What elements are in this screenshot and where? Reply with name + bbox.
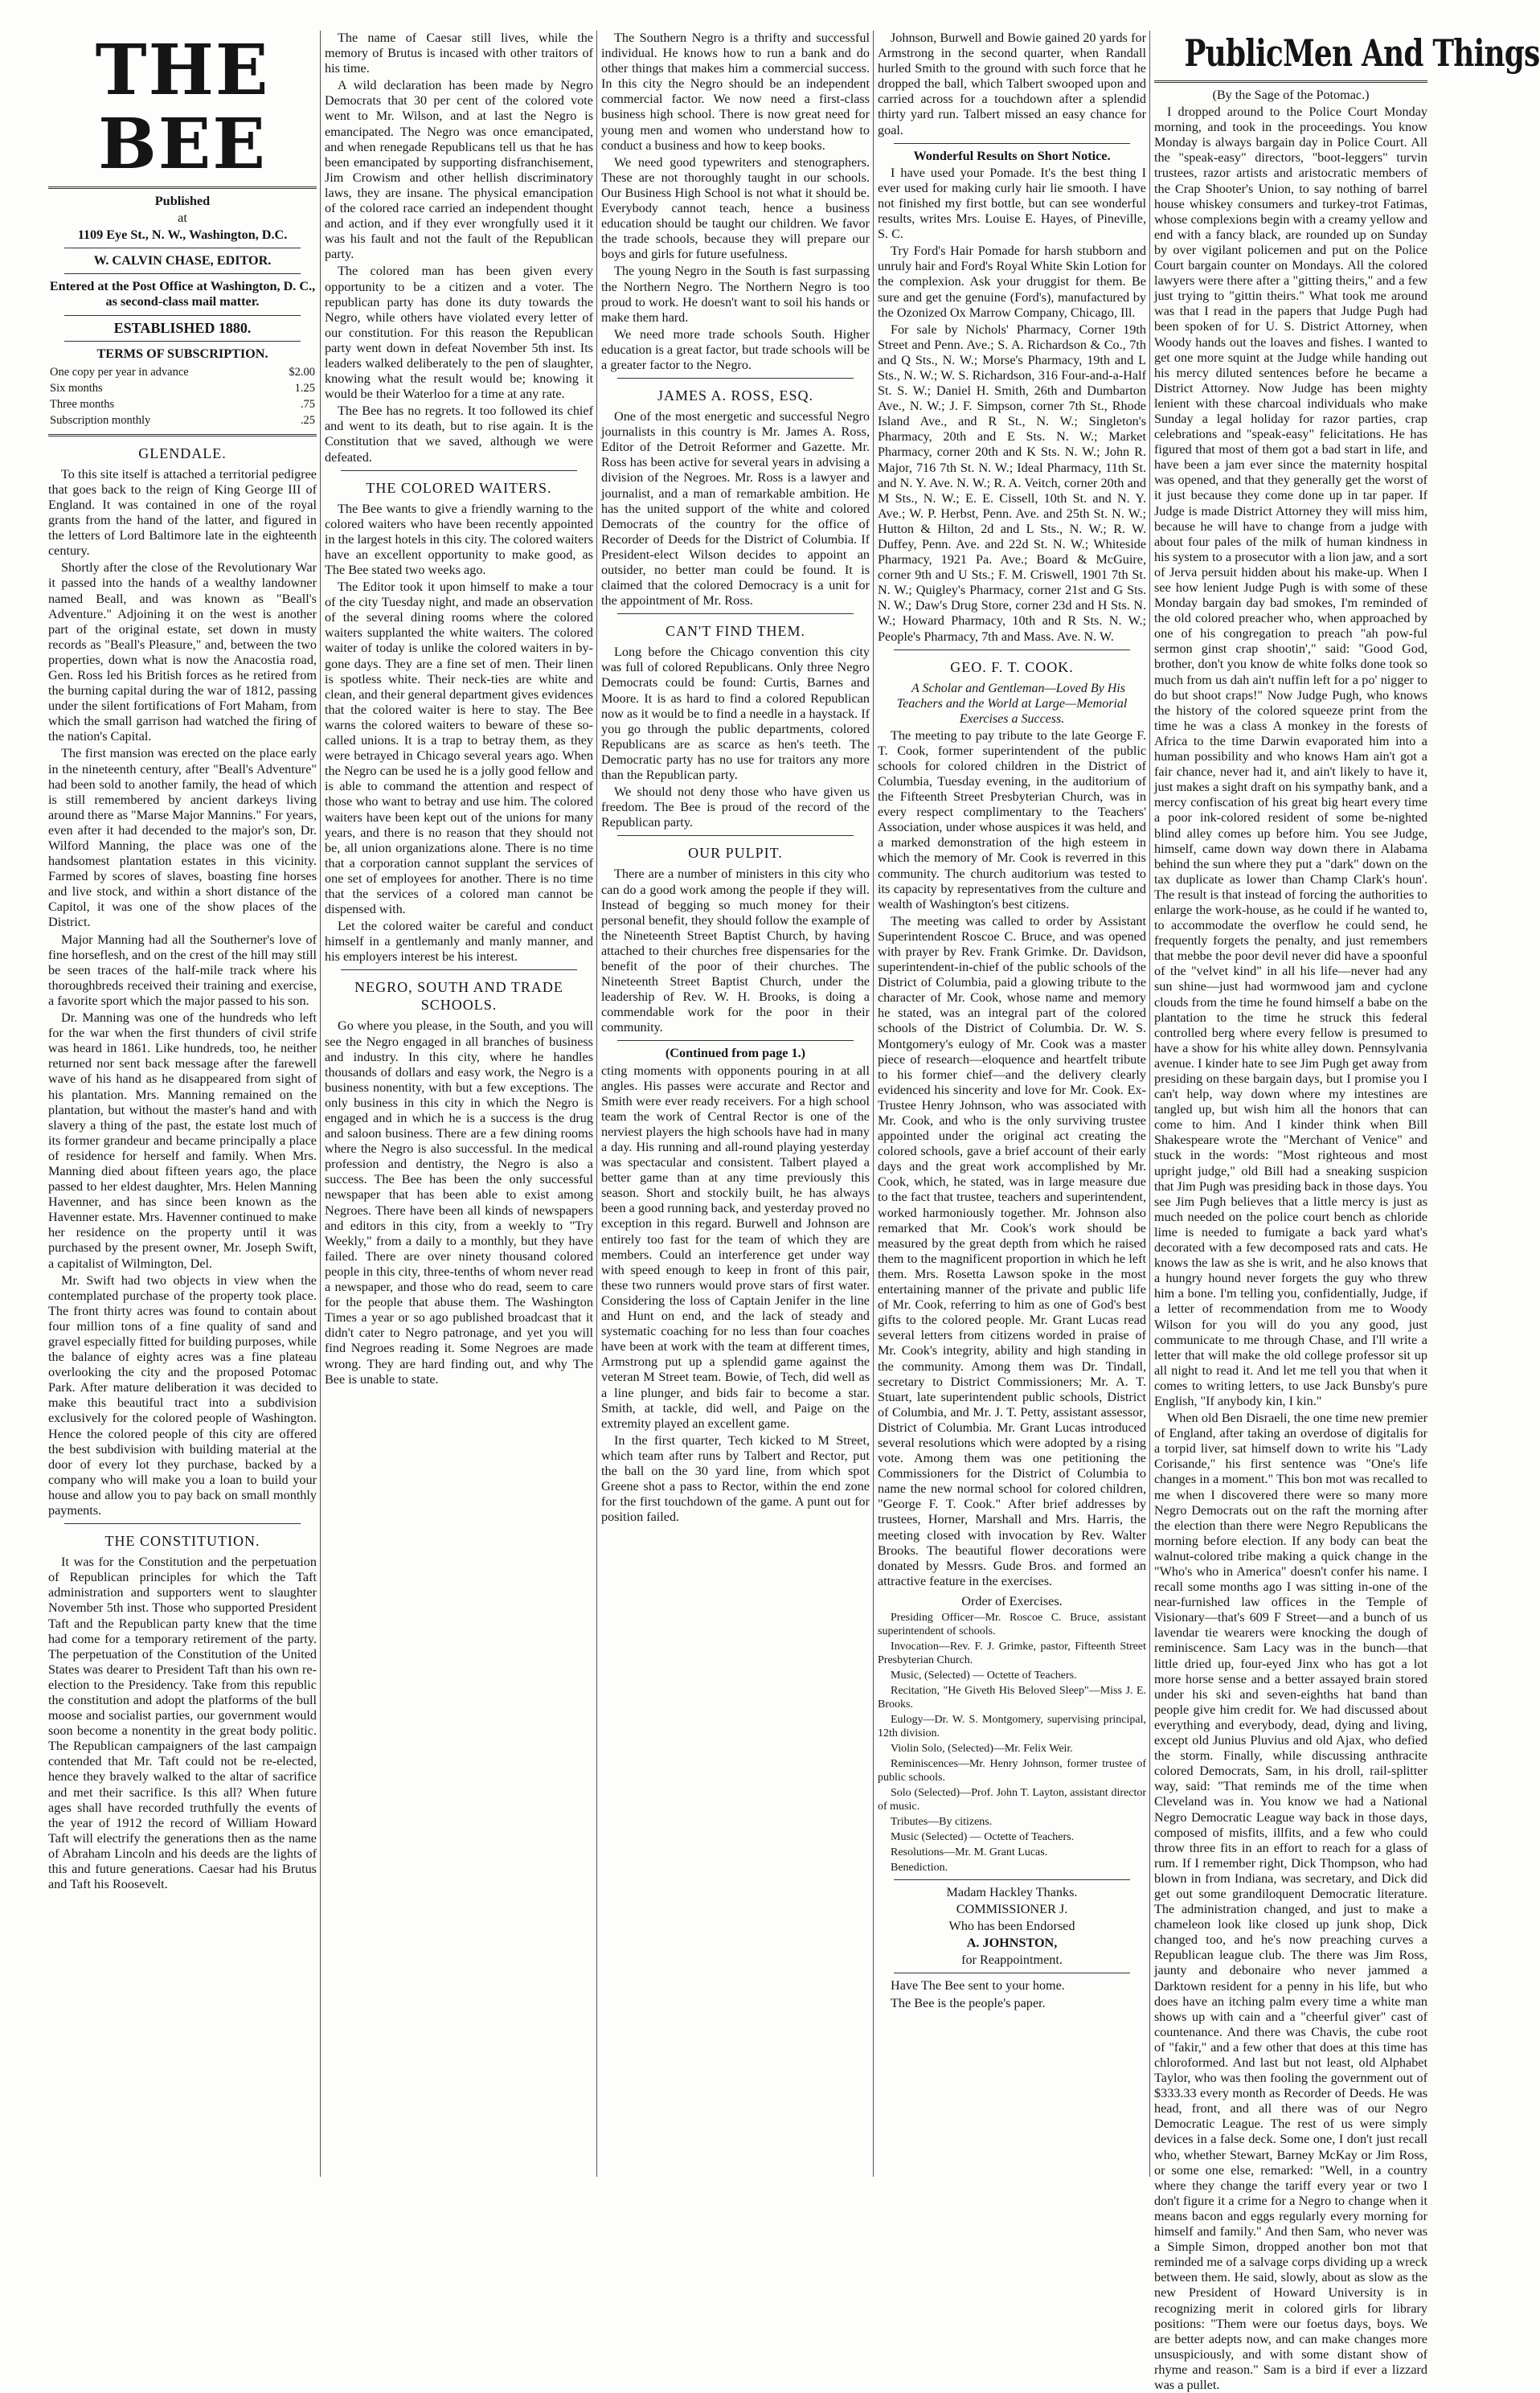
- negro-south-paragraph: We need more trade schools South. Higher education is a great factor, but trade schools will be a greater factor to the Negro.: [601, 326, 870, 372]
- column-5: [1154, 31, 1540, 2392]
- cook-headline: GEO. F. T. COOK.: [950, 658, 1074, 675]
- negro-south-paragraph: The young Negro in the South is fast surpassing the Northern Negro. The Northern Negro is too proud to work. He doesn't want to soil his hands or make them hard.: [601, 264, 870, 325]
- negro-south-paragraph: Go where you please, in the South, and you will see the Negro engaged in all branches of business and industry. In this city, where he handles thousands of dollars and easy work, the Negro is a business nonentity, with but a few exceptions. The only business in this city in which the Negro is engaged and in which he is a success is the drug and saloon business. There are a few dining rooms where the Negro is also successful. In the medical profession and dentistry, the Negro is also a success. The Bee has been the only successful newspaper that has been able to exist among Negroes. There have been all kinds of newspapers and editors in this city, from a weekly to "Try Weekly," from a daily to a monthly, but they have failed. There are over ninety thousand colored people in this city, three-tenths of whom never read a newspaper, and those who do read, seem to care for the people that abuse them. The Washington Times a year or so ago published broadcast that it didn't cater to Negro patronage, and yet you will find Negroes reading it. Some Negroes are made wrong. They are hard finding out, and why The Bee is unable to state.: [325, 1018, 593, 1387]
- terms-title: TERMS OF SUBSCRIPTION.: [96, 346, 268, 361]
- rule: [64, 315, 301, 316]
- order-item: Recitation, "He Giveth His Beloved Sleep"—Miss J. E. Brooks.: [878, 1685, 1146, 1711]
- order-headline: Order of Exercises.: [961, 1593, 1063, 1608]
- ross-headline: JAMES A. ROSS, ESQ.: [657, 387, 814, 404]
- terms-row: [50, 381, 315, 395]
- column-4: [878, 31, 1146, 2177]
- rule: [894, 143, 1130, 144]
- editor: W. CALVIN CHASE, EDITOR.: [93, 253, 272, 268]
- order-item: Invocation—Rev. F. J. Grimke, pastor, Fifteenth Street Presbyterian Church.: [878, 1641, 1146, 1666]
- order-item: Resolutions—Mr. M. Grant Lucas.: [891, 1846, 1048, 1858]
- terms-label: Six months: [50, 381, 103, 395]
- rule: [617, 1040, 854, 1041]
- column-rule: [596, 31, 597, 2177]
- col3-note: Have The Bee sent to your home.: [891, 1978, 1065, 1993]
- negro-south-paragraph: The Southern Negro is a thrifty and successful individual. He knows how to run a bank and do other things that makes him a commercial success. In this city the Negro should be an independent commercial factor. We now need a first-class business high school. There is now great need for young men and women who understand how to conduct a business and how to keep books.: [601, 31, 870, 153]
- terms-price: $2.00: [289, 365, 315, 379]
- glendale-paragraph: The first mansion was erected on the place early in the nineteenth century, after "Beall's Adventure" had been sold to another family, the head of which is still remembered by ancient darkeys living around there as "Marse Major Mannins." For years, even after it had decended to the major's son, Dr. Wilford Manning, the place was one of the handsomest plantation estates in this vicinity. Farmed by scores of slaves, boasting fine horses and live stock, and within a short distance of the Capitol, it was one of the show places of the District.: [48, 746, 317, 930]
- rule: [64, 273, 301, 274]
- continued-paragraph: Johnson, Burwell and Bowie gained 20 yards for Armstrong in the second quarter, when Randall hurled Smith to the ground with such force that he dropped the ball, which Talbert swooped upon and carried across for a touchdown after a splendid thirty yard run. Talbert missed an easy chance for goal.: [878, 31, 1146, 137]
- pomade-headline: Wonderful Results on Short Notice.: [913, 148, 1111, 163]
- terms-price: .75: [300, 397, 315, 411]
- public-men-paragraph: I dropped around to the Police Court Monday morning, and took in the proceedings. You know Monday is always bargain day in Police Court. All the "speak-easy" directors, "boot-leggers" turvin trustees, razor artists and aristocratic members of the Crap Shooter's Union, to say nothing of barrel house whiskey consumers and turkey-trot Fatimas, whose complexions begin with a creamy yellow and end with a fancy black, are rounded up on Sunday by over vigilant policemen and put on the Police Court bargain counter on Mondays. All the colored lawyers were there after a "gitting theirs," and a few just trying to "gittin theirs." What took me around was that I read in the papers that Judge Pugh had been spoken of for U. S. District Attorney, when Woody hands out the loaves and fishes. I wanted to get one more squint at the Judge while handing out his mercy diluted sentences before he became a District Attorney. Now Judge has been mighty lenient with these charcoal individuals who make Sunday a legal holiday for razor parties, crap celebrations and "speak-easy" felicitations. He has figured that most of them got a bad start in life, and have been a jam ever since the maternity hospital was opened, and that they generally get the worst of it just because they come done up in tar paper. If Judge is made District Attorney they will miss him, because he will have to change from a judge with about four pales of the milk of human kindness in his system to a prosecutor with a lion jaw, and a sort of Jerva persuit hidden about his make-up. When I see how lenient Judge Pugh is with some of these Monday bargain day bad smokes, I'm reminded of the old colored preacher who, when approached by one of his congregation to preach "ah pow-ful sermon ginst crap shootin'," said: "Good God, brother, don't you know de white folks done took so much from us dah ain't nuffin left for a po' nigger to do but shoot craps!" Now Judge Pugh, who knows the history of the colored squeeze print from the time he was a class A monkey in the forests of Africa to the time Darwin evaporated him into a human possibility and who knows Ham ain't got a fair chance, never had it, and ain't likely to have it, just makes a sight draft on his sympathy bank, and a mercy confiscation of his great big heart every time a poor ink-colored resident of some be-nighted blind alley comes up before him. You see Judge, himself, came down way down there in Alabama behind the sun where they put a "dark" down on the tax duplicate as lower than Champ Clark's houn'. The result is that instead of forcing the authorities to enlarge the work-house, as he could if he wanted to, to accommodate the overflow he could send, he frequently forgets the penalty, and just remembers that mebbe the poor devil never did have a spoonful of the "velvet kind" in all his life—never had any sun shine—just had wormwood jam and cyclone clouds from the time he found himself a babe on the plantation to the time he struck this federal controlled berg where every fellow is presumed to have a show for his white alley down. Pennsylvania avenue. I kinder hate to see Jim Pugh get away from presiding on these bargain days, but I promise you I can't help, way down where my intestines are tangled up, but wish him all the honors that can come to him. And I kinder think when Bill Shakespeare wrote the "Merchant of Venice" and stuck in the words: "Most righteous and most upright judge," old Bill had a sneaking suspicion that Jim Pugh was presiding back in those days. You see Jim Pugh believes that a little mercy is just as much needed on the police court bench as chloride lime is needed to fumigate a back yard what's decorated with a few decomposed rats and cats. He knows the law as she is writ, and he also knows that a hungry hound never forgets the guy who threw him a bone. I'm telling you, confidentially, Judge, if a letter of recommendation from me to Woody Wilson for you will do you any good, just communicate to me through Chase, and I'll write a letter that will make the old college professor sit up all night to read it. And let me tell you that when it comes to writing letters, to use Jack Bunsby's pure English, "If anybody kin, I kin.": [1154, 104, 1427, 1408]
- continued-headline: (Continued from page 1.): [665, 1046, 806, 1061]
- order-item: Violin Solo, (Selected)—Mr. Felix Weir.: [891, 1743, 1073, 1755]
- cook-subtitle: A Scholar and Gentleman—Loved By His Teachers and the World at Large—Memorial Exercises a Success.: [896, 681, 1128, 726]
- terms-label: Subscription monthly: [50, 413, 151, 427]
- order-item: Tributes—By citizens.: [891, 1816, 993, 1828]
- order-item: Reminiscences—Mr. Henry Johnson, former trustee of public schools.: [878, 1758, 1146, 1784]
- waiters-paragraph: The Editor took it upon himself to make a tour of the city Tuesday night, and made an observation of the several dining rooms where the colored waiters supplanted the white waiters. The colored waiter of today is unlike the colored waiters in by-gone days. They are a fine set of men. Their linen is spotless white. Their neck-ties are white and clean, and their general department gives evidences that the colored waiter is here to stay. The Bee warns the colored waiters to beware of these so-called unions. It is a trap to betray them, as they were betrayed in Chicago several years ago. When the Negro can be used he is a jolly good fellow and is able to command the attention and respect of those who want to betray and use him. The colored waiters have been kept out of the unions for many years, and there is no reason that they should not be, all union organizations alone. There is no time that a corporation cannot supplant the services of one set of employees for another. There is no time that the services of a colored man cannot be dispensed with.: [325, 580, 593, 917]
- rule: [617, 835, 854, 836]
- col3-note: The Bee is the people's paper.: [891, 1995, 1046, 2010]
- order-item: Music, (Selected) — Octette of Teachers.: [891, 1670, 1077, 1682]
- column-3: [601, 31, 870, 2177]
- cant-find-headline: CAN'T FIND THEM.: [665, 623, 806, 640]
- published-at: at: [178, 211, 187, 226]
- constitution-paragraph: It was for the Constitution and the perpetuation of Republican principles for which the Taft administration and supporters went to slaughter November 5th inst. Those who supported President Taft and the Republican party knew that the time had come for a temporary retirement of the party. The perpetuation of the Constitution of the United States was dearer to President Taft than his own re-election to the Presidency. Take from this republic the constitution and adopt the platforms of the bull moose and socialist parties, our government would soon become a nonentity in the great body politic. The Republican campaigners of the last campaign contended that Mr. Taft could not be re-elected, hence they bravely walked to the altar of sacrifice and met their sacrifice. Is this all? When future ages shall have recorded truthfully the events of the year of 1912 the record of William Howard Taft will electrify the generations then as the name of Abraham Lincoln and his deeds are the lights of this and future generations. Caesar had his Brutus and Taft his Roosevelt.: [48, 1555, 317, 1892]
- negro-south-paragraph: We need good typewriters and stenographers. These are not thoroughly taught in our schools. Our Business High School is not what it should be. Everybody cannot teach, hence a business education should be taught our children. We favor the trade schools, because they will prepare our boys and girls for future usefulness.: [601, 154, 870, 262]
- order-item: Eulogy—Dr. W. S. Montgomery, supervising principal, 12th division.: [878, 1714, 1146, 1739]
- public-men-byline: (By the Sage of the Potomac.): [1212, 88, 1370, 102]
- terms-label: Three months: [50, 397, 115, 411]
- constitution-paragraph: A wild declaration has been made by Negro Democrats that 30 per cent of the colored vote went to Mr. Wilson, and at last the Negro is emancipated. The Negro was once emancipated, and when renegade Republicans tell us that he has been emancipated by supporting disfranchisement, Jim Crowism and other hellish discriminatory laws, they are insane. The physical emancipation of the colored race carried an independent thought and action, and if they ever wrongfully used it it was his fault and not the fault of the Republican party.: [325, 78, 593, 262]
- rule: [341, 969, 577, 970]
- cook-paragraph: The meeting to pay tribute to the late George F. T. Cook, former superintendent of the public schools for colored children in the District of Columbia, Tuesday evening, in the auditorium of the Fifteenth Street Presbyterian Church, was in every respect complimentary to the Teachers' Association, under whose auspices it was held, and a marked demonstration of the high esteem in which the memory of Mr. Cook is reverred in this community. The church auditorium was tested to its capacity by representatives from the culture and wealth of Washington's best citizens.: [878, 727, 1146, 912]
- published-label: Published: [154, 194, 211, 208]
- pomade-paragraph: For sale by Nichols' Pharmacy, Corner 19th Street and Penn. Ave.; S. A. Richardson & Co., 7th and Q Sts., N. W.; Morse's Pharmacy, 19th and L Sts., N. W.; W. S. Richardson, 316 Four-and-a-Half St. S. W.; Daniel H. Smith, 26th and Dumbarton Ave., N. W.; J. F. Simpson, corner 7th St., Rhode Island Ave., and R St., N. W.; Singleton's Pharmacy, 20th and E Sts. N. W.; Market Pharmacy, corner 20th and K Sts. N. W.; John R. Major, 716 7th St. N. W.; Ideal Pharmacy, 11th St. and N. Y. Ave. N. W.; R. A. Veitch, corner 20th and M Sts., N. W.; E. E. Cissell, 10th St. and N. Y. Ave.; W. P. Herbst, Penn. Ave. and 25th St. N. W.; Hutton & Hilton, 2d and L Sts., N. W.; R. W. Duffey, Penn. Ave. and 22d St. N. W.; Whiteside Pharmacy, 1921 Pa. Ave.; Board & McGuire, corner 9th and U Sts.; F. M. Criswell, 1901 7th St. N. W.; Quigley's Pharmacy, corner 21st and G Sts. N. W.; Daw's Drug Store, corner 23d and H Sts. N. W.; Howard Pharmacy, 10th and R Sts. N. W.; People's Pharmacy, 7th and Mass. Ave. N. W.: [878, 322, 1146, 644]
- cook-paragraph: The meeting was called to order by Assistant Superintendent Roscoe C. Bruce, and was opened with prayer by Rev. Frank Grimke. Dr. Davidson, superintendent-in-chief of the public schools of the District of Columbia, paid a glowing tribute to the character of Mr. Cook, whose name and memory he stated, was an integral part of the colored schools of the District of Columbia. Dr. W. S. Montgomery's eulogy of Mr. Cook was a master piece of research—eloquence and heartfelt tribute to his former chief—and the delivery clearly evidenced his sincerity and love for Mr. Cook. Ex-Trustee Henry Johnson, who was associated with Mr. Cook, and who is the only surviving trustee appointed under the original act creating the colored schools, gave a brief account of their early days and the great work accomplished by Mr. Cook, which, he stated, was in large measure due to the fact that trustee, teachers and superintendent, worked harmoniously together. Mr. Johnson also remarked that Mr. Cook's work should be measured by the great depth from which he raised them to the magnificent proportion in which he left them. Mrs. Rosetta Lawson spoke in the most entertaining manner of the private and public life of Mr. Cook, referring to him as one of God's best gifts to the colored people. Mr. Grant Lucas read several letters from citizens worded in praise of Mr. Cook's integrity, ability and high standing in the community. Among them was Dr. Tindall, secretary to District Commissioners; Mr. A. T. Stuart, late superintendent public schools, District of Columbia, and Mr. J. T. Petty, assistant assessor, District of Columbia. Mr. Grant Lucas introduced several resolutions which were adopted by a rising vote. Among them was one petitioning the Commissioners for the District of Columbia to name the new normal school for colored children, "George F. T. Cook." After brief addresses by trustees, Horner, Marshall and Mrs. Harris, the meeting closed with invocation by Rev. Walter Brooks. The beautiful flower decorations were donated by Messrs. Gude Bros. and formed an attractive feature in the exercises.: [878, 913, 1146, 1588]
- constitution-paragraph: The Bee has no regrets. It too followed its chief and went to its death, but to rise again. It is the Constitution that we saved, although we were defeated.: [325, 404, 593, 465]
- rule: [894, 649, 1130, 650]
- column-rule: [1149, 31, 1150, 2177]
- glendale-paragraph: Shortly after the close of the Revolutionary War it passed into the hands of a wealthy landowner named Beall, and was known as "Beall's Adventure." Adjoining it on the west is another part of the original estate, set down in musty records as "Beall's Pleasure," and, between the two properties, down what is now the Anacostia road, Gen. Ross led his British forces as he retired from the burning capital during the war of 1812, passing under the silent fortifications of Fort Maham, from which the small garrison had watched the firing of the nation's Capital.: [48, 560, 317, 744]
- pomade-paragraph: Try Ford's Hair Pomade for harsh stubborn and unruly hair and Ford's Royal White Skin Lotion for the complexion. Ask your druggist for them. Be sure and get the genuine (Ford's), manufactured by the Ozonized Ox Marrow Company, Chicago, Ill.: [878, 244, 1146, 320]
- terms-row: [50, 365, 315, 379]
- order-item: Presiding Officer—Mr. Roscoe C. Bruce, assistant superintendent of schools.: [878, 1612, 1146, 1637]
- address: 1109 Eye St., N. W., Washington, D.C.: [77, 227, 288, 243]
- ross-paragraph: One of the most energetic and successful Negro journalists in this country is Mr. James A. Ross, Editor of the Detroit Reformer and Gazette. Mr. Ross has been active for several years in advising a division of the Negroes. Mr. Ross is a lawyer and journalist, and a man of remarkable ambition. He has the united support of the white and colored Democrats of the country for the office of Recorder of Deeds for the District of Columbia. If President-elect Wilson decides to appoint an outsider, no better man could be found. It is claimed that the colored Democracy is a unit for the appointment of Mr. Ross.: [601, 409, 870, 608]
- public-men-headline: PublicMen And Things: [1184, 31, 1540, 75]
- glendale-paragraph: Dr. Manning was one of the hundreds who left for the war when the first thunders of civil strife was heard in 1861. Like hundreds, too, he neither returned nor sent back message after the farewell wave of his hand as he disappeared from sight of his plantation. Mrs. Manning remained on the plantation, but without the master's hand and with slavery a thing of the past, the estate lost much of its former grandeur and became principally a place of residence for herself and family. When Mrs. Manning died about fifteen years ago, the place passed to her eldest daughter, Mrs. Helen Manning Havenner, and has since been known as the Havenner estate. Mrs. Havenner continued to make her residence on the property until it was purchased by the present owner, Mr. Joseph Swift, a capitalist of Wilmington, Del.: [48, 1010, 317, 1271]
- column-rule: [320, 31, 321, 2177]
- rule: [64, 1523, 301, 1524]
- pomade-paragraph: I have used your Pomade. It's the best thing I ever used for making curly hair lie smooth. I have not finished my first bottle, but can see wonderful results, writes Mrs. Louise E. Hayes, of Pineville, S. C.: [878, 165, 1146, 242]
- masthead-rule: [48, 186, 317, 189]
- hackley-line: Who has been Endorsed: [948, 1919, 1075, 1934]
- masthead-rule: [48, 434, 317, 436]
- glendale-paragraph: To this site itself is attached a territorial pedigree that goes back to the reign of King George III of England. It was contained in one of the royal grants from the hand of the latter, and figured in the letters of Lord Baltimore late in the eighteenth century.: [48, 466, 317, 559]
- rule: [64, 341, 301, 342]
- terms-price: .25: [300, 413, 315, 427]
- continued-paragraph: cting moments with opponents pouring in at all angles. His passes were accurate and Rector and Smith were ever ready receivers. For a high school team the work of Central Rector is one of the nerviest players the high schools have had in many a day. His running and all-round playing yesterday was spectacular and consistent. Talbert played a better game than at any time previously this season. Short and stockily built, he has always been a good running back, and yesterday proved no exception in this regard. Burwell and Johnson are entirely too fast for the team of which they are members. Could an interference get under way with speed enough to keep in front of this pair, these two runners would prove stars of first water. Considering the loss of Captain Jenifer in the line and Hunt on end, and the lack of steady and systematic coaching for no less than four coaches have been at work with the team at different times, Armstrong put up a splendid game against the veteran M Street team. Bowie, of Tech, did well as a line plunger, and bids fair to become a star. Smith, at tackle, did well, and Paige on the extremity played an excellent game.: [601, 1063, 870, 1431]
- column-2: [325, 31, 593, 2177]
- hackley-line: COMMISSIONER J.: [956, 1902, 1068, 1917]
- pulpit-paragraph: There are a number of ministers in this city who can do a good work among the people if they will. Instead of begging so much money for their personal benefit, they should follow the example of the Nineteenth Street Baptist Church, by having attached to their churches free dispensaries for the benefit of the poor of their churches. The Nineteenth Street Baptist Church, under the leadership of Rev. W. H. Brooks, is doing a commendable work for the poor in their community.: [601, 867, 870, 1035]
- terms-row: [50, 413, 315, 428]
- order-item: Music (Selected) — Octette of Teachers.: [891, 1831, 1075, 1843]
- glendale-headline: GLENDALE.: [138, 445, 227, 461]
- rule: [894, 1879, 1130, 1880]
- hackley-headline: Madam Hackley Thanks.: [946, 1885, 1078, 1899]
- constitution-headline: THE CONSTITUTION.: [104, 1533, 260, 1550]
- terms-table: [48, 363, 317, 429]
- established: ESTABLISHED 1880.: [113, 319, 252, 336]
- constitution-paragraph: The name of Caesar still lives, while the memory of Brutus is incased with other traitors of his time.: [325, 31, 593, 76]
- entered-notice: Entered at the Post Office at Washington, D. C., as second-class mail matter.: [49, 279, 316, 309]
- rule: [617, 378, 854, 379]
- glendale-paragraph: Major Manning had all the Southerner's love of fine horseflesh, and on the crest of the hill may still be seen traces of the half-mile track where his thoroughbreds received their training and exercise, a favorite sport which the major passed to his son.: [48, 932, 317, 1008]
- public-men-paragraph: When old Ben Disraeli, the one time new premier of England, after taking an overdose of digitalis for a torpid liver, sat himself down to write his "Lady Corisande," his first sentence was "One's life changes in a moment." This bon mot was recalled to me when I discovered there were so many more Negro Democrats out on the raft the morning after the election than there were Negro Republicans the morning before election. If any body can beat the walnut-colored tribe making a quick change in the "Who's who in America" doesn't confer his name. I recall some months ago I was sitting in-one of the near-furnished law offices in the Temple of Visionary—that's 609 F Street—and a bunch of us lavendar tie wearers were knocking the dough of reminiscence. Sam Lacy was in the bunch—that little dried up, four-eyed Jinx who has got a lot more horse sense and a better assayed brain stored under his ski and seven-eighths hat band than people give him credit for. We had discussed about everything and everybody, dead, dying and living, except old Junius Pluvius and old Ajax, who defied the storm. Finally, while discussing anthracite colored Democrats, Sam, in his droll, rail-splitter way, said: "That reminds me of the time when Cleveland was in. You know we had a National Negro Democratic League way back in those days, composed of misfits, illfits, and a few who could throw three fits in an effort to reach for a glass of rum. If I remember right, Dick Thompson, who had blown in from Indiana, was secretary, and Dick did get out some grandiloquent Democratic literature. The administration changed, and just to make a chameleon look like closed up junk shop, Dick changed too, and he's now preaching curves a Republican league club. The there was Jim Ross, jaunty and debonaire who never jammed a Darktown resident for a penny in his life, but who does have an itching palm every time a white man shows up with cain and a "cheerful giver" cast of countenance. And there was Chavis, the cube root of "fakir," and a few other that does at this time has chloroformed. And last but not least, old Alphabet Taylor, who was then fooling the government out of $333.33 every month as Recorder of Deeds. He was head, front, and all there was of our Negro Democratic League. The rest of us were simply devices in a false deck. Some one, I don't just recall who, whether Stewart, Barney McKay or Jim Ross, or some one else, remarked: "Well, in a country where they change the tariff every year or two I don't figure it a crime for a Negro to change when it means bacon and eggs regularly every morning for himself and family." And then Sam, who never was a Simple Simon, dropped another bon mot that reminded me of a salvage corps dividing up a wreck between them. He said, slowly, about as slow as the new President of Howard University is in recognizing merit in colored girls for library positions: "Them were our foetus days, boys. We are better adepts now, and can make changes more unsuspiciously, and with some distant show of rhyme and reason." Sam is a bird if ever a lizzard was a pullet.: [1154, 1411, 1427, 2392]
- waiters-paragraph: Let the colored waiter be careful and conduct himself in a gentlemanly and manly manner, and his employers interest be his interest.: [325, 919, 593, 965]
- masthead-title: THE BEE: [95, 30, 270, 185]
- constitution-paragraph: The colored man has been given every opportunity to be a citizen and a voter. The republican party has done its duty towards the Negro, while others have violated every letter of our constitution. For this reason the Republican party went down in defeat November 5th inst. Its leaders walked deliberately to the pen of slaughter, knowing what the result would be; knowing it would be their Waterloo for a time at any rate.: [325, 264, 593, 402]
- continued-paragraph: In the first quarter, Tech kicked to M Street, which team after runs by Talbert and Rector, put the ball on the 30 yard line, from which spot Greene shot a pass to Rector, within the end zone for the first touchdown of the game. A punt out for position failed.: [601, 1432, 870, 1525]
- terms-price: 1.25: [294, 381, 315, 395]
- cant-find-paragraph: Long before the Chicago convention this city was full of colored Republicans. Only three Negro Democrats could be found: Curtis, Barnes and Moore. It is as hard to find a colored Republican now as it would be to find a needle in a haystack. If you go through the public departments, colored Republicans are as scarce as hen's teeth. The Democratic party has no use for traitors any more than the Republican party.: [601, 645, 870, 783]
- rule: [617, 613, 854, 614]
- order-item: Benediction.: [891, 1862, 948, 1874]
- rule: [341, 470, 577, 471]
- pulpit-headline: OUR PULPIT.: [688, 845, 783, 862]
- order-item: Solo (Selected)—Prof. John T. Layton, assistant director of music.: [878, 1787, 1146, 1813]
- column-1: [48, 31, 317, 2177]
- masthead-rule: [1154, 80, 1427, 83]
- waiters-headline: THE COLORED WAITERS.: [366, 479, 552, 496]
- hackley-line: for Reappointment.: [961, 1953, 1063, 1968]
- cant-find-paragraph: We should not deny those who have given us freedom. The Bee is proud of the record of the Republican party.: [601, 785, 870, 830]
- column-rule: [873, 31, 874, 2177]
- negro-south-headline: NEGRO, SOUTH AND TRADE SCHOOLS.: [354, 979, 563, 1014]
- terms-row: [50, 397, 315, 412]
- terms-label: One copy per year in advance: [50, 365, 189, 379]
- hackley-line: A. JOHNSTON,: [966, 1936, 1058, 1951]
- glendale-paragraph: Mr. Swift had two objects in view when the contemplated purchase of the property took place. The front thirty acres was found to contain about four million tons of a fine quality of sand and gravel especially fitted for building purposes, while the balance of eighty acres was a fine plateau overlooking the city and the proposed Potomac Park. After mature deliberation it was decided to make this beautiful tract into a subdivision exclusively for the colored people of Washington. Hence the colored people of this city are offered the best subdivision with building material at the door of every lot they purchase, backed by a company who will make you a loan to build your house and allow you to pay back on small monthly payments.: [48, 1272, 317, 1518]
- waiters-paragraph: The Bee wants to give a friendly warning to the colored waiters who have been recently appointed in the largest hotels in this city. The colored waiters have an excellent opportunity to make good, as The Bee stated two weeks ago.: [325, 501, 593, 577]
